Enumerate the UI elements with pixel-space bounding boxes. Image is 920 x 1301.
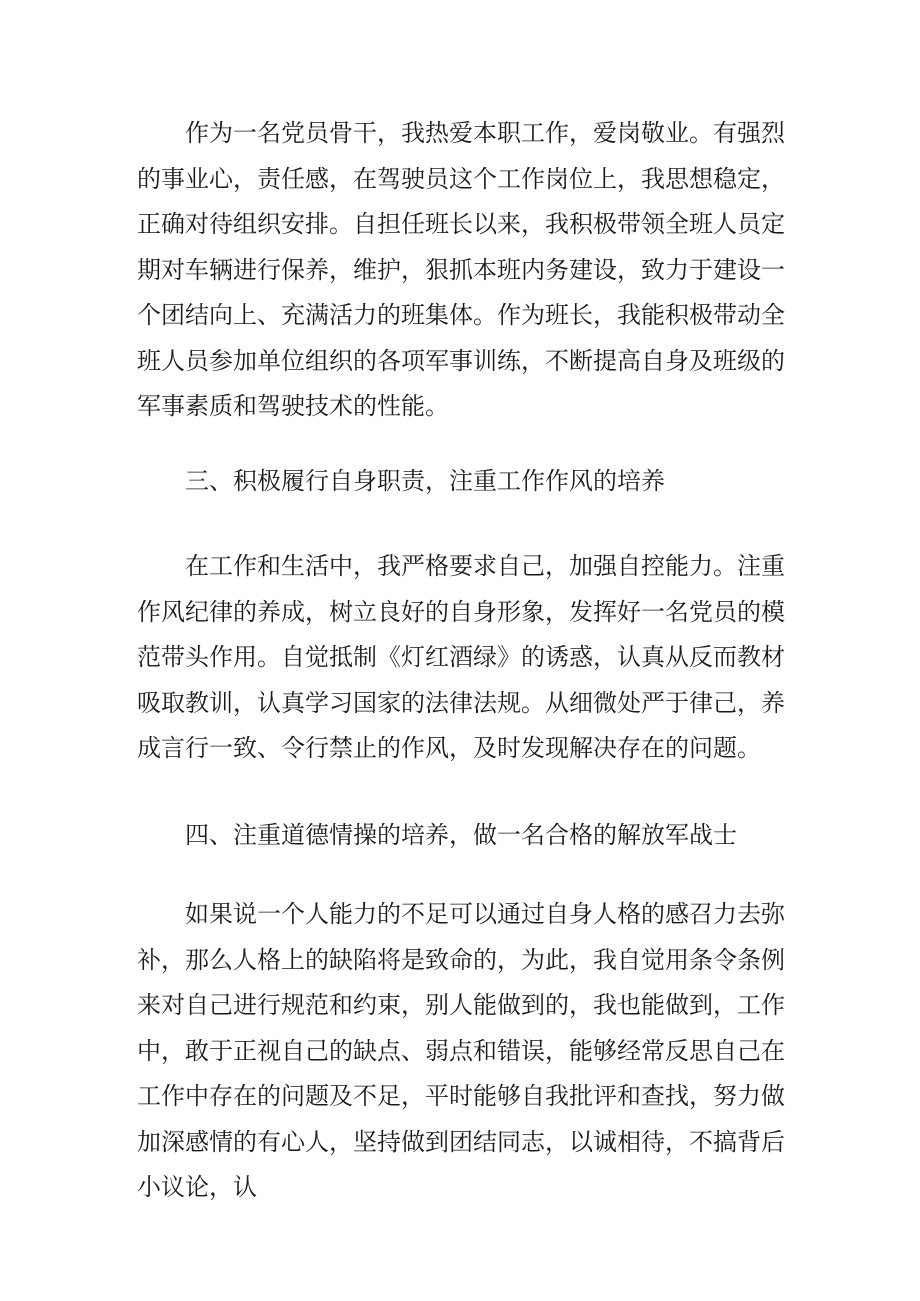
paragraph-party-member-duty: 作为一名党员骨干，我热爱本职工作，爱岗敬业。有强烈的事业心，责任感，在驾驶员这个工作岗位上，我思想稳定，正确对待组织安排。自担任班长以来，我积极带领全班人员定期对车辆进行保养，维护，狠抓本班内务建设，致力于建设一个团结向上、充满活力的班集体。作为班长，我能积极带动全班人员参加单位组织的各项军事训练，不断提高自身及班级的军事素质和驾驶技术的性能。 — [137, 119, 785, 420]
section-heading-three: 三、积极履行自身职责，注重工作作风的培养 — [185, 467, 665, 495]
section-heading-four: 四、注重道德情操的培养，做一名合格的解放军战士 — [185, 821, 737, 849]
paragraph-moral-character: 如果说一个人能力的不足可以通过自身人格的感召力去弥补，那么人格上的缺陷将是致命的，为此，我自觉用条令条例来对自己进行规范和约束，别人能做到的，我也能做到，工作中，敢于正视自己的缺点、弱点和错误，能够经常反思自己在工作中存在的问题及不足，平时能够自我批评和查找，努力做加深感情的有心人，坚持做到团结同志，以诚相待，不搞背后小议论，认 — [137, 900, 785, 1201]
paragraph-work-style: 在工作和生活中，我严格要求自己，加强自控能力。注重作风纪律的养成，树立良好的自身形象，发挥好一名党员的模范带头作用。自觉抵制《灯红酒绿》的诱惑，认真从反而教材吸取教训，认真学习国家的法律法规。从细微处严于律己，养成言行一致、令行禁止的作风，及时发现解决存在的问题。 — [137, 552, 785, 762]
